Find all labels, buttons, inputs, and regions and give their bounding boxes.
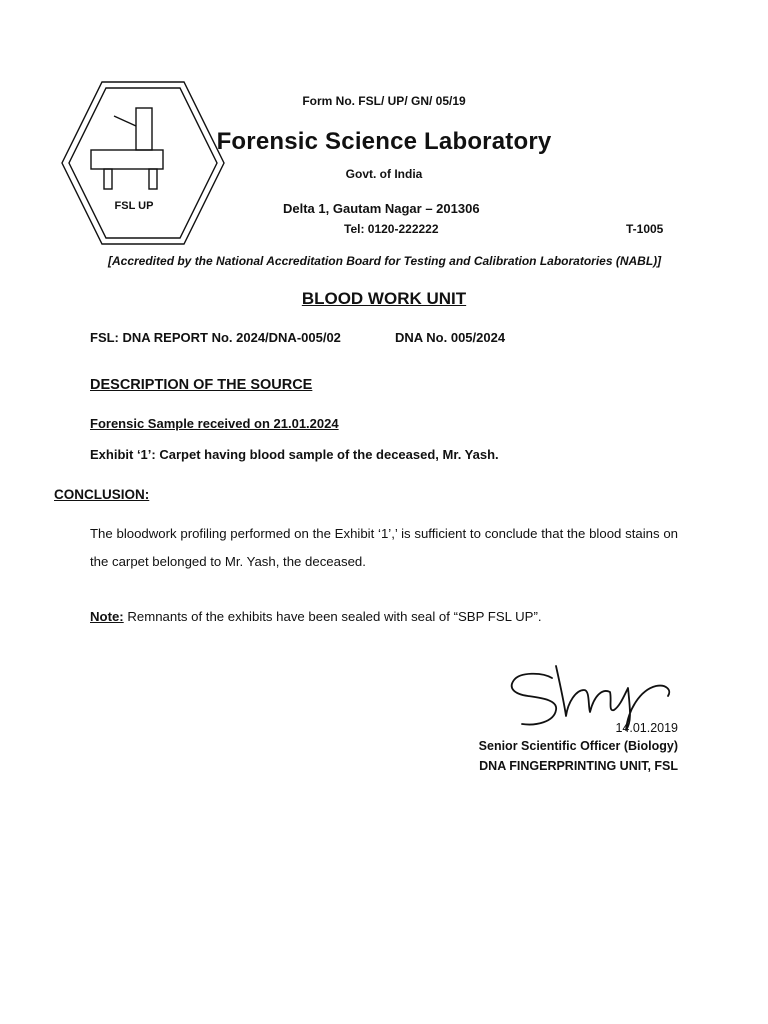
dna-number: DNA No. 005/2024	[395, 330, 506, 345]
sample-received-line: Forensic Sample received on 21.01.2024	[90, 416, 339, 431]
accreditation-note: [Accredited by the National Accreditation Board for Testing and Calibration Laboratories (NABL)]	[108, 254, 662, 268]
lab-title: Forensic Science Laboratory	[216, 128, 552, 155]
report-number: FSL: DNA REPORT No. 2024/DNA-005/02	[90, 330, 341, 345]
note-label: Note:	[90, 609, 124, 624]
logo-slant-line	[114, 116, 136, 126]
logo-text: FSL UP	[114, 200, 154, 212]
form-number: Form No. FSL/ UP/ GN/ 05/19	[302, 94, 466, 108]
conclusion-heading: CONCLUSION:	[54, 487, 150, 502]
conclusion-paragraph: The bloodwork profiling performed on the Exhibit ‘1’,’ is sufficient to conclude that the blood stains on the carpet belonged to Mr. Yash, the deceased.	[90, 526, 678, 569]
unit-title: BLOOD WORK UNIT	[301, 289, 467, 308]
note-line	[90, 609, 542, 624]
lab-code: T-1005	[626, 222, 664, 236]
signatory-unit: DNA FINGERPRINTING UNIT, FSL	[479, 759, 678, 773]
lab-telephone: Tel: 0120-222222	[344, 222, 439, 236]
signature-date: 14.01.2019	[615, 721, 678, 735]
source-heading: DESCRIPTION OF THE SOURCE	[90, 377, 313, 393]
note-text: Remnants of the exhibits have been sealed with seal of “SBP FSL UP”.	[123, 609, 542, 624]
govt-line: Govt. of India	[345, 167, 423, 181]
exhibit-description: Exhibit ‘1’: Carpet having blood sample of the deceased, Mr. Yash.	[90, 447, 499, 462]
signatory-title: Senior Scientific Officer (Biology)	[478, 739, 678, 753]
lab-address: Delta 1, Gautam Nagar – 201306	[283, 201, 480, 216]
